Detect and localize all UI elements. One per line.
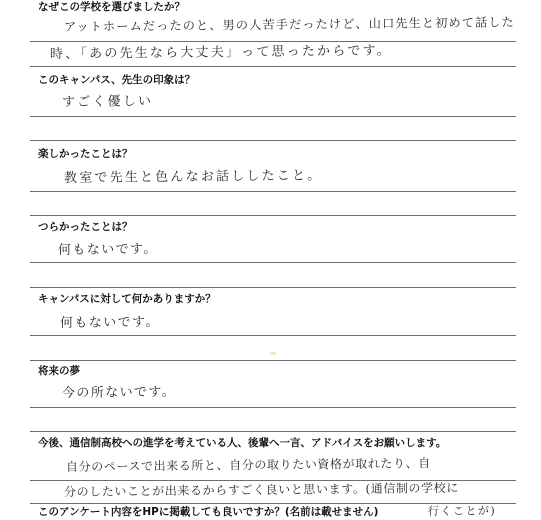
question-campus-comments: キャンパスに対して何かありますか？: [38, 293, 216, 305]
answer-advice-line-1: 自分のペースで出来る所と、自分の取りたい資格が取れたり、自: [65, 456, 431, 474]
paper-speck: [270, 352, 276, 355]
answer-rule: [30, 215, 516, 216]
question-publish-consent: このアンケート内容をHPに掲載しても良いですか？(名前は載せません): [38, 506, 379, 518]
answer-campus-comments-line-1: 何もないです。: [59, 314, 160, 331]
answer-dream-line-1: 今の所ないです。: [61, 384, 177, 401]
answer-rule: [30, 191, 516, 192]
answer-rule: [30, 66, 516, 67]
answer-rule: [30, 335, 516, 336]
answer-hard-line-1: 何もないです。: [57, 241, 158, 258]
answer-impression-line-1: すごく優しい: [61, 94, 154, 110]
answer-fun-line-1: 教室で先生と色んなお話ししたこと。: [63, 168, 323, 186]
answer-rule: [30, 287, 516, 288]
question-why-this-school: なぜこの学校を選びましたか？: [38, 1, 185, 13]
answer-rule: [30, 407, 516, 408]
answer-why-line-2: 時、「あの先生なら大丈夫」って思ったからです。: [49, 43, 392, 62]
answer-rule: [30, 140, 516, 141]
question-future-dream: 将来の夢: [38, 365, 80, 377]
answer-rule: [30, 116, 516, 117]
question-advice: 今後、通信制高校への進学を考えている人、後輩へ一言、アドバイスをお願いします。: [38, 437, 447, 449]
answer-rule: [30, 431, 516, 432]
answer-rule: [30, 262, 516, 263]
answer-advice-line-2: 分のしたいことが出来るからすごく良いと思います。(通信制の学校に: [63, 480, 459, 499]
question-hard-things: つらかったことは？: [38, 221, 133, 233]
answer-why-line-1: アットホームだったのと、男の人苦手だったけど、山口先生と初めて話した: [63, 15, 515, 34]
answer-rule: [30, 41, 516, 42]
question-campus-impression: このキャンパス、先生の印象は？: [38, 74, 196, 86]
question-fun-things: 楽しかったことは？: [38, 148, 133, 160]
answer-advice-line-3: 行くことが): [427, 504, 497, 518]
answer-rule: [30, 360, 516, 361]
